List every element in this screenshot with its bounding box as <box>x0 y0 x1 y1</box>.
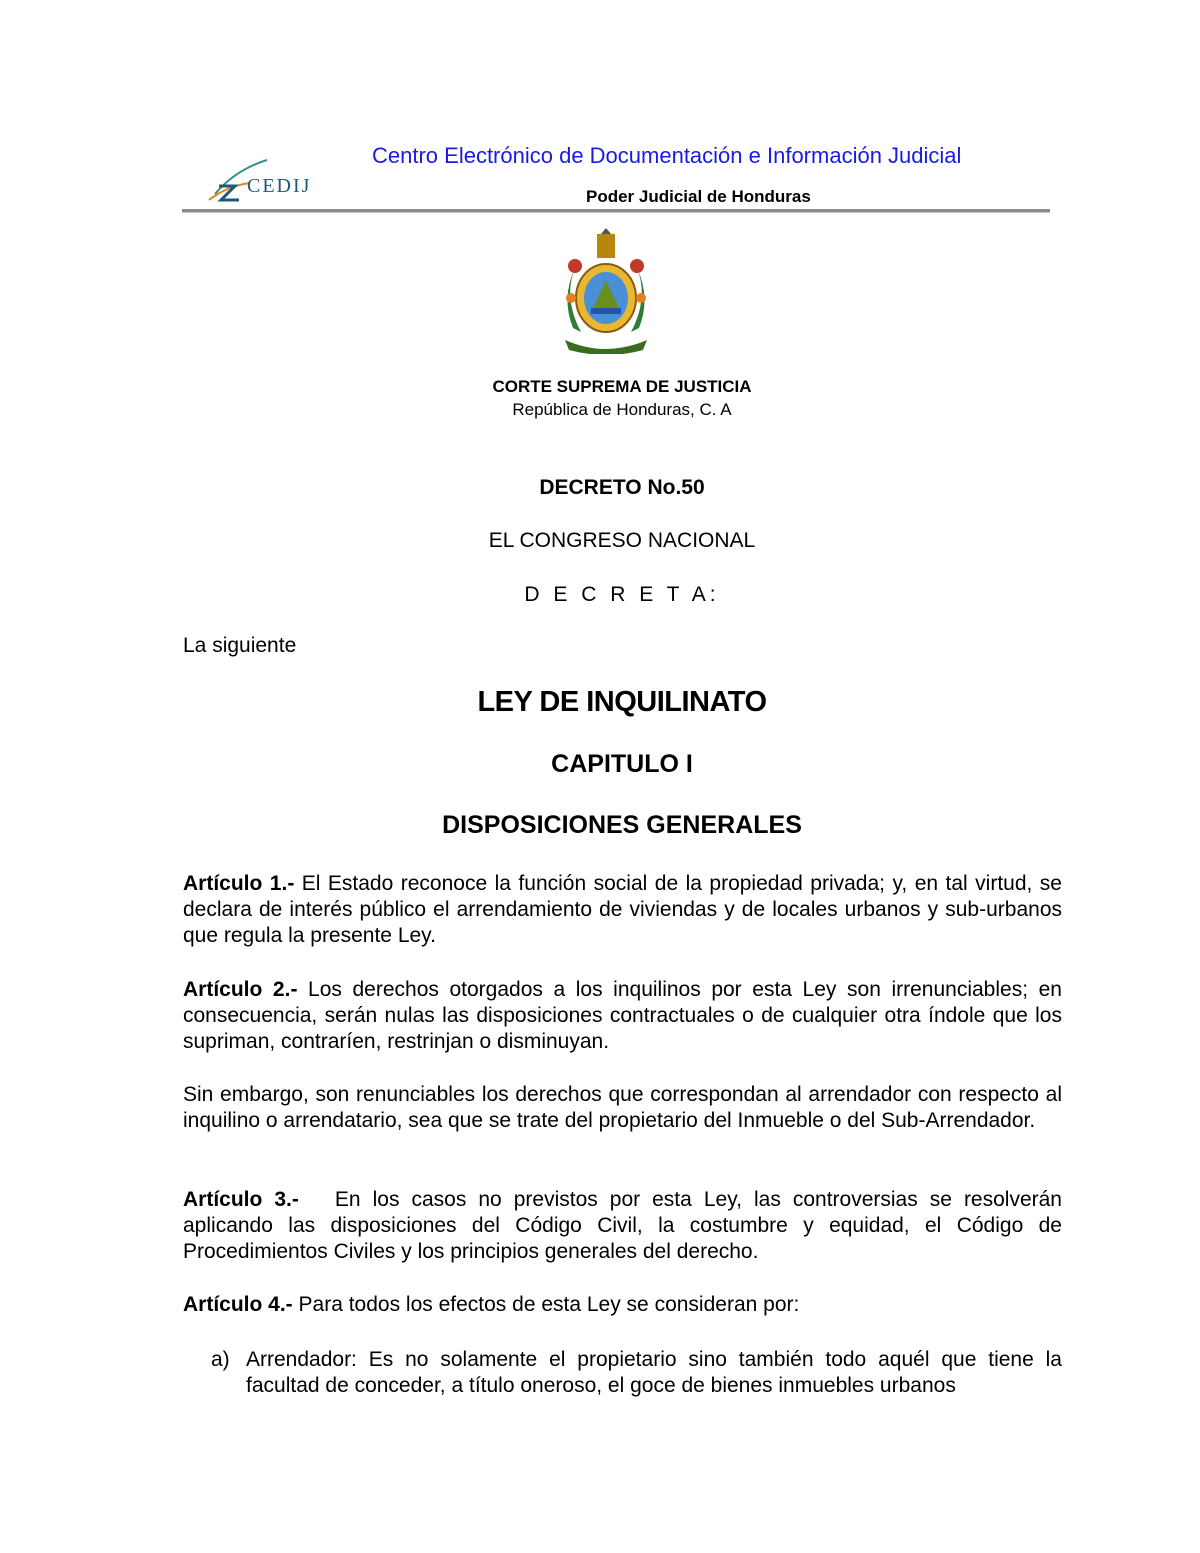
article-2-paragraph-2 <box>183 1082 1062 1134</box>
decree-verb: D E C R E T A: <box>524 583 720 606</box>
article-1 <box>183 871 1062 949</box>
article-3 <box>183 1187 1068 1265</box>
list-item-text: Arrendador: Es no solamente el propietario sino también todo aquél que tiene la facultad de conceder, a título oneroso, el goce de bienes inmuebles urbanos <box>246 1348 1062 1397</box>
center-title: Centro Electrónico de Documentación e Información Judicial <box>372 143 962 168</box>
institution-name: Poder Judicial de Honduras <box>586 187 811 206</box>
list-marker: a) <box>211 1348 230 1371</box>
article-text: El Estado reconoce la función social de la propiedad privada; y, en tal virtud, se declara de interés público el arrendamiento de viviendas y de locales urbanos y sub-urbanos que regula la presente Ley. <box>183 872 1062 947</box>
coat-of-arms-honduras-icon <box>553 228 659 354</box>
svg-text:CEDIJ: CEDIJ <box>247 175 312 197</box>
article-label: Artículo 3.- <box>183 1188 299 1211</box>
document-header <box>0 0 1200 230</box>
article-text: En los casos no previstos por esta Ley, las controversias se resolverán aplicando las disposiciones del Código Civil, la costumbre y equidad, el Código de Procedimientos Civiles y los principios generales del derecho. <box>183 1188 1068 1263</box>
article-text: Para todos los efectos de esta Ley se consideran por: <box>292 1293 800 1316</box>
decree-intro: La siguiente <box>183 634 297 657</box>
cedij-logo <box>205 150 355 206</box>
chapter-heading: CAPITULO I <box>551 750 693 778</box>
decree-number: DECRETO No.50 <box>539 476 705 499</box>
header-divider <box>182 209 1050 213</box>
law-title: LEY DE INQUILINATO <box>477 686 767 718</box>
article-2 <box>183 977 1062 1055</box>
article-text: Los derechos otorgados a los inquilinos por esta Ley son irrenunciables; en consecuencia, serán nulas las disposiciones contractuales o de cualquier otra índole que los supriman, contraríen, restrinjan o disminuyan. <box>183 978 1062 1053</box>
chapter-title: DISPOSICIONES GENERALES <box>442 811 802 839</box>
article-label: Artículo 2.- <box>183 978 298 1001</box>
list-item <box>211 1347 1062 1399</box>
court-country: República de Honduras, C. A <box>512 400 732 419</box>
decree-issuer: EL CONGRESO NACIONAL <box>488 529 756 552</box>
court-name: CORTE SUPREMA DE JUSTICIA <box>492 377 752 396</box>
article-label: Artículo 4.- <box>183 1293 293 1316</box>
article-text: Sin embargo, son renunciables los derechos que correspondan al arrendador con respecto al inquilino o arrendatario, sea que se trate del propietario del Inmueble o del Sub-Arrendador. <box>183 1083 1062 1132</box>
article-4 <box>183 1292 1062 1318</box>
article-label: Artículo 1.- <box>183 872 295 895</box>
